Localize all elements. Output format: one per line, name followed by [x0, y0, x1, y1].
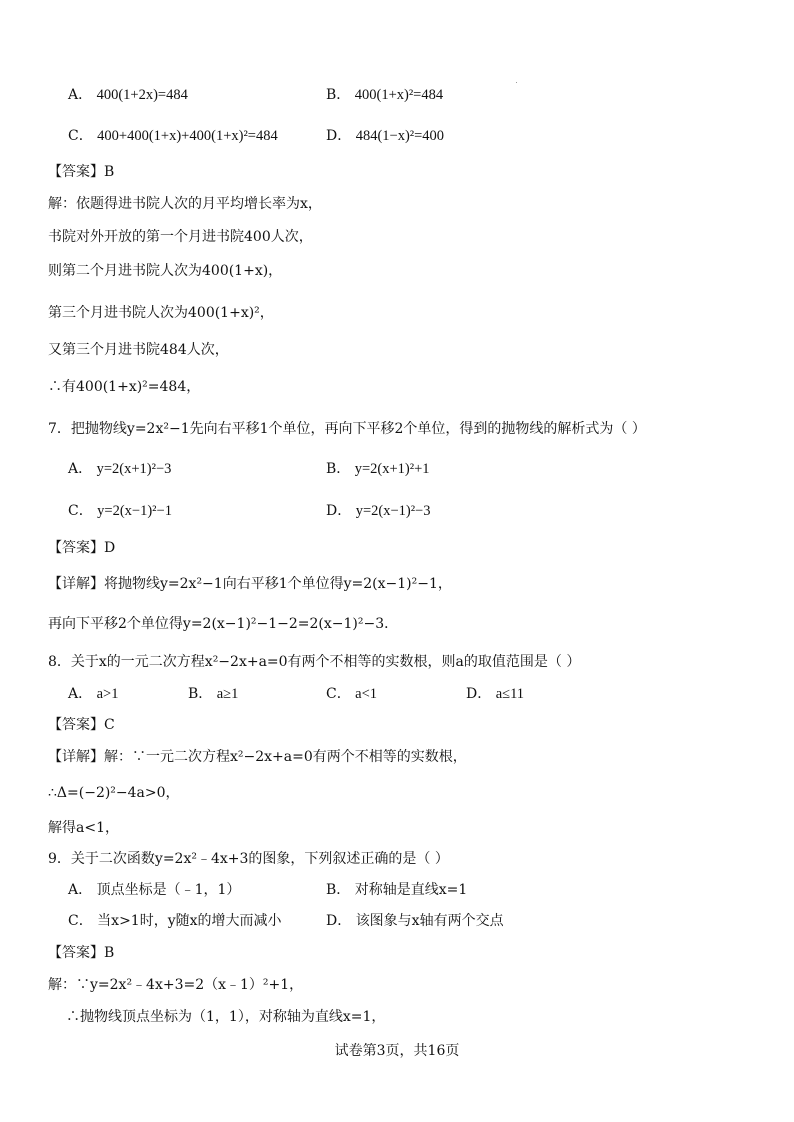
- q6-option-d[interactable]: D． 484(1−x)²=400: [326, 128, 445, 144]
- q9-option-b[interactable]: B． 对称轴是直线x=1: [326, 882, 468, 898]
- q8-solution-line: 【详解】解：∵一元二次方程x²−2x+a=0有两个不相等的实数根，: [48, 749, 467, 765]
- q9-answer: 【答案】B: [48, 945, 115, 961]
- q8-option-c-expr: a<1: [355, 686, 378, 702]
- q8-answer: 【答案】C: [48, 717, 115, 733]
- q6-solution-line: 解：依题得进书院人次的月平均增长率为x，: [48, 196, 322, 212]
- q6-solution-line: 第三个月进书院人次为400(1+x)²，: [48, 305, 274, 321]
- page-footer: 试卷第3页，共16页: [334, 1043, 460, 1059]
- q7-solution-line: 再向下平移2个单位得y=2(x−1)²−1−2=2(x−1)²−3．: [48, 616, 399, 632]
- scan-speck: [516, 82, 517, 83]
- q6-option-a-expr: 400(1+2x)=484: [96, 87, 188, 103]
- q9-option-d[interactable]: D． 该图象与x轴有两个交点: [326, 913, 504, 929]
- q8-option-c[interactable]: C． a<1: [326, 686, 378, 702]
- q7-option-c-expr: y=2(x−1)²−1: [97, 503, 172, 519]
- q6-option-b[interactable]: B． 400(1+x)²=484: [326, 87, 444, 103]
- q7-option-c[interactable]: C． y=2(x−1)²−1: [68, 503, 172, 519]
- q6-solution-line: 又第三个月进书院484人次，: [48, 342, 229, 358]
- q7-solution-line: 【详解】将抛物线y=2x²−1向右平移1个单位得y=2(x−1)²−1，: [48, 576, 452, 592]
- q9-option-a-text: 顶点坐标是（﹣1，1）: [96, 882, 241, 898]
- q6-option-a[interactable]: A． 400(1+2x)=484: [68, 87, 188, 103]
- q9-option-c[interactable]: C． 当x>1时，y随x的增大而减小: [68, 913, 282, 929]
- q7-option-b[interactable]: B． y=2(x+1)²+1: [326, 461, 430, 477]
- q9-solution-line: ∴抛物线顶点坐标为（1，1），对称轴为直线x=1，: [66, 1009, 386, 1025]
- q9-option-a[interactable]: A． 顶点坐标是（﹣1，1）: [68, 882, 241, 898]
- q8-stem: 8．关于x的一元二次方程x²−2x+a=0有两个不相等的实数根，则a的取值范围是（ ）: [48, 654, 581, 670]
- q7-option-d[interactable]: D． y=2(x−1)²−3: [326, 503, 431, 519]
- q6-option-c-expr: 400+400(1+x)+400(1+x)²=484: [97, 128, 278, 144]
- q7-stem: 7．把抛物线y=2x²−1先向右平移1个单位，再向下平移2个单位，得到的抛物线的解析式为（ ）: [48, 421, 646, 437]
- q8-option-d-expr: a≤11: [495, 686, 525, 702]
- q7-option-a-expr: y=2(x+1)²−3: [96, 461, 172, 477]
- q6-solution-line: 书院对外开放的第一个月进书院400人次，: [48, 229, 313, 245]
- q7-option-a[interactable]: A． y=2(x+1)²−3: [68, 461, 172, 477]
- q8-solution-line: 解得a<1，: [48, 820, 119, 836]
- q8-option-d[interactable]: D． a≤11: [466, 686, 525, 702]
- q6-solution-line: 则第二个月进书院人次为400(1+x)，: [48, 263, 283, 279]
- q9-option-b-text: 对称轴是直线x=1: [354, 882, 468, 898]
- q9-stem: 9．关于二次函数y=2x²﹣4x+3的图象，下列叙述正确的是（ ）: [48, 851, 449, 867]
- q8-option-a-expr: a>1: [96, 686, 119, 702]
- q9-solution-line: 解：∵y=2x²﹣4x+3=2（x﹣1）²+1，: [48, 977, 304, 993]
- q8-option-a[interactable]: A． a>1: [68, 686, 119, 702]
- q8-option-b-expr: a≥1: [216, 686, 239, 702]
- q8-option-b[interactable]: B． a≥1: [188, 686, 239, 702]
- q7-option-b-expr: y=2(x+1)²+1: [354, 461, 430, 477]
- q9-option-d-text: 该图象与x轴有两个交点: [355, 913, 504, 929]
- q6-option-c[interactable]: C． 400+400(1+x)+400(1+x)²=484: [68, 128, 278, 144]
- q7-option-d-expr: y=2(x−1)²−3: [355, 503, 431, 519]
- q8-solution-line: ∴Δ=(−2)²−4a>0，: [48, 785, 180, 801]
- q6-option-b-expr: 400(1+x)²=484: [354, 87, 444, 103]
- q6-option-d-expr: 484(1−x)²=400: [355, 128, 445, 144]
- q9-option-c-text: 当x>1时，y随x的增大而减小: [97, 913, 282, 929]
- q6-solution-line: ∴有400(1+x)²=484，: [48, 379, 201, 395]
- q6-answer: 【答案】B: [48, 164, 115, 180]
- q7-answer: 【答案】D: [48, 540, 116, 556]
